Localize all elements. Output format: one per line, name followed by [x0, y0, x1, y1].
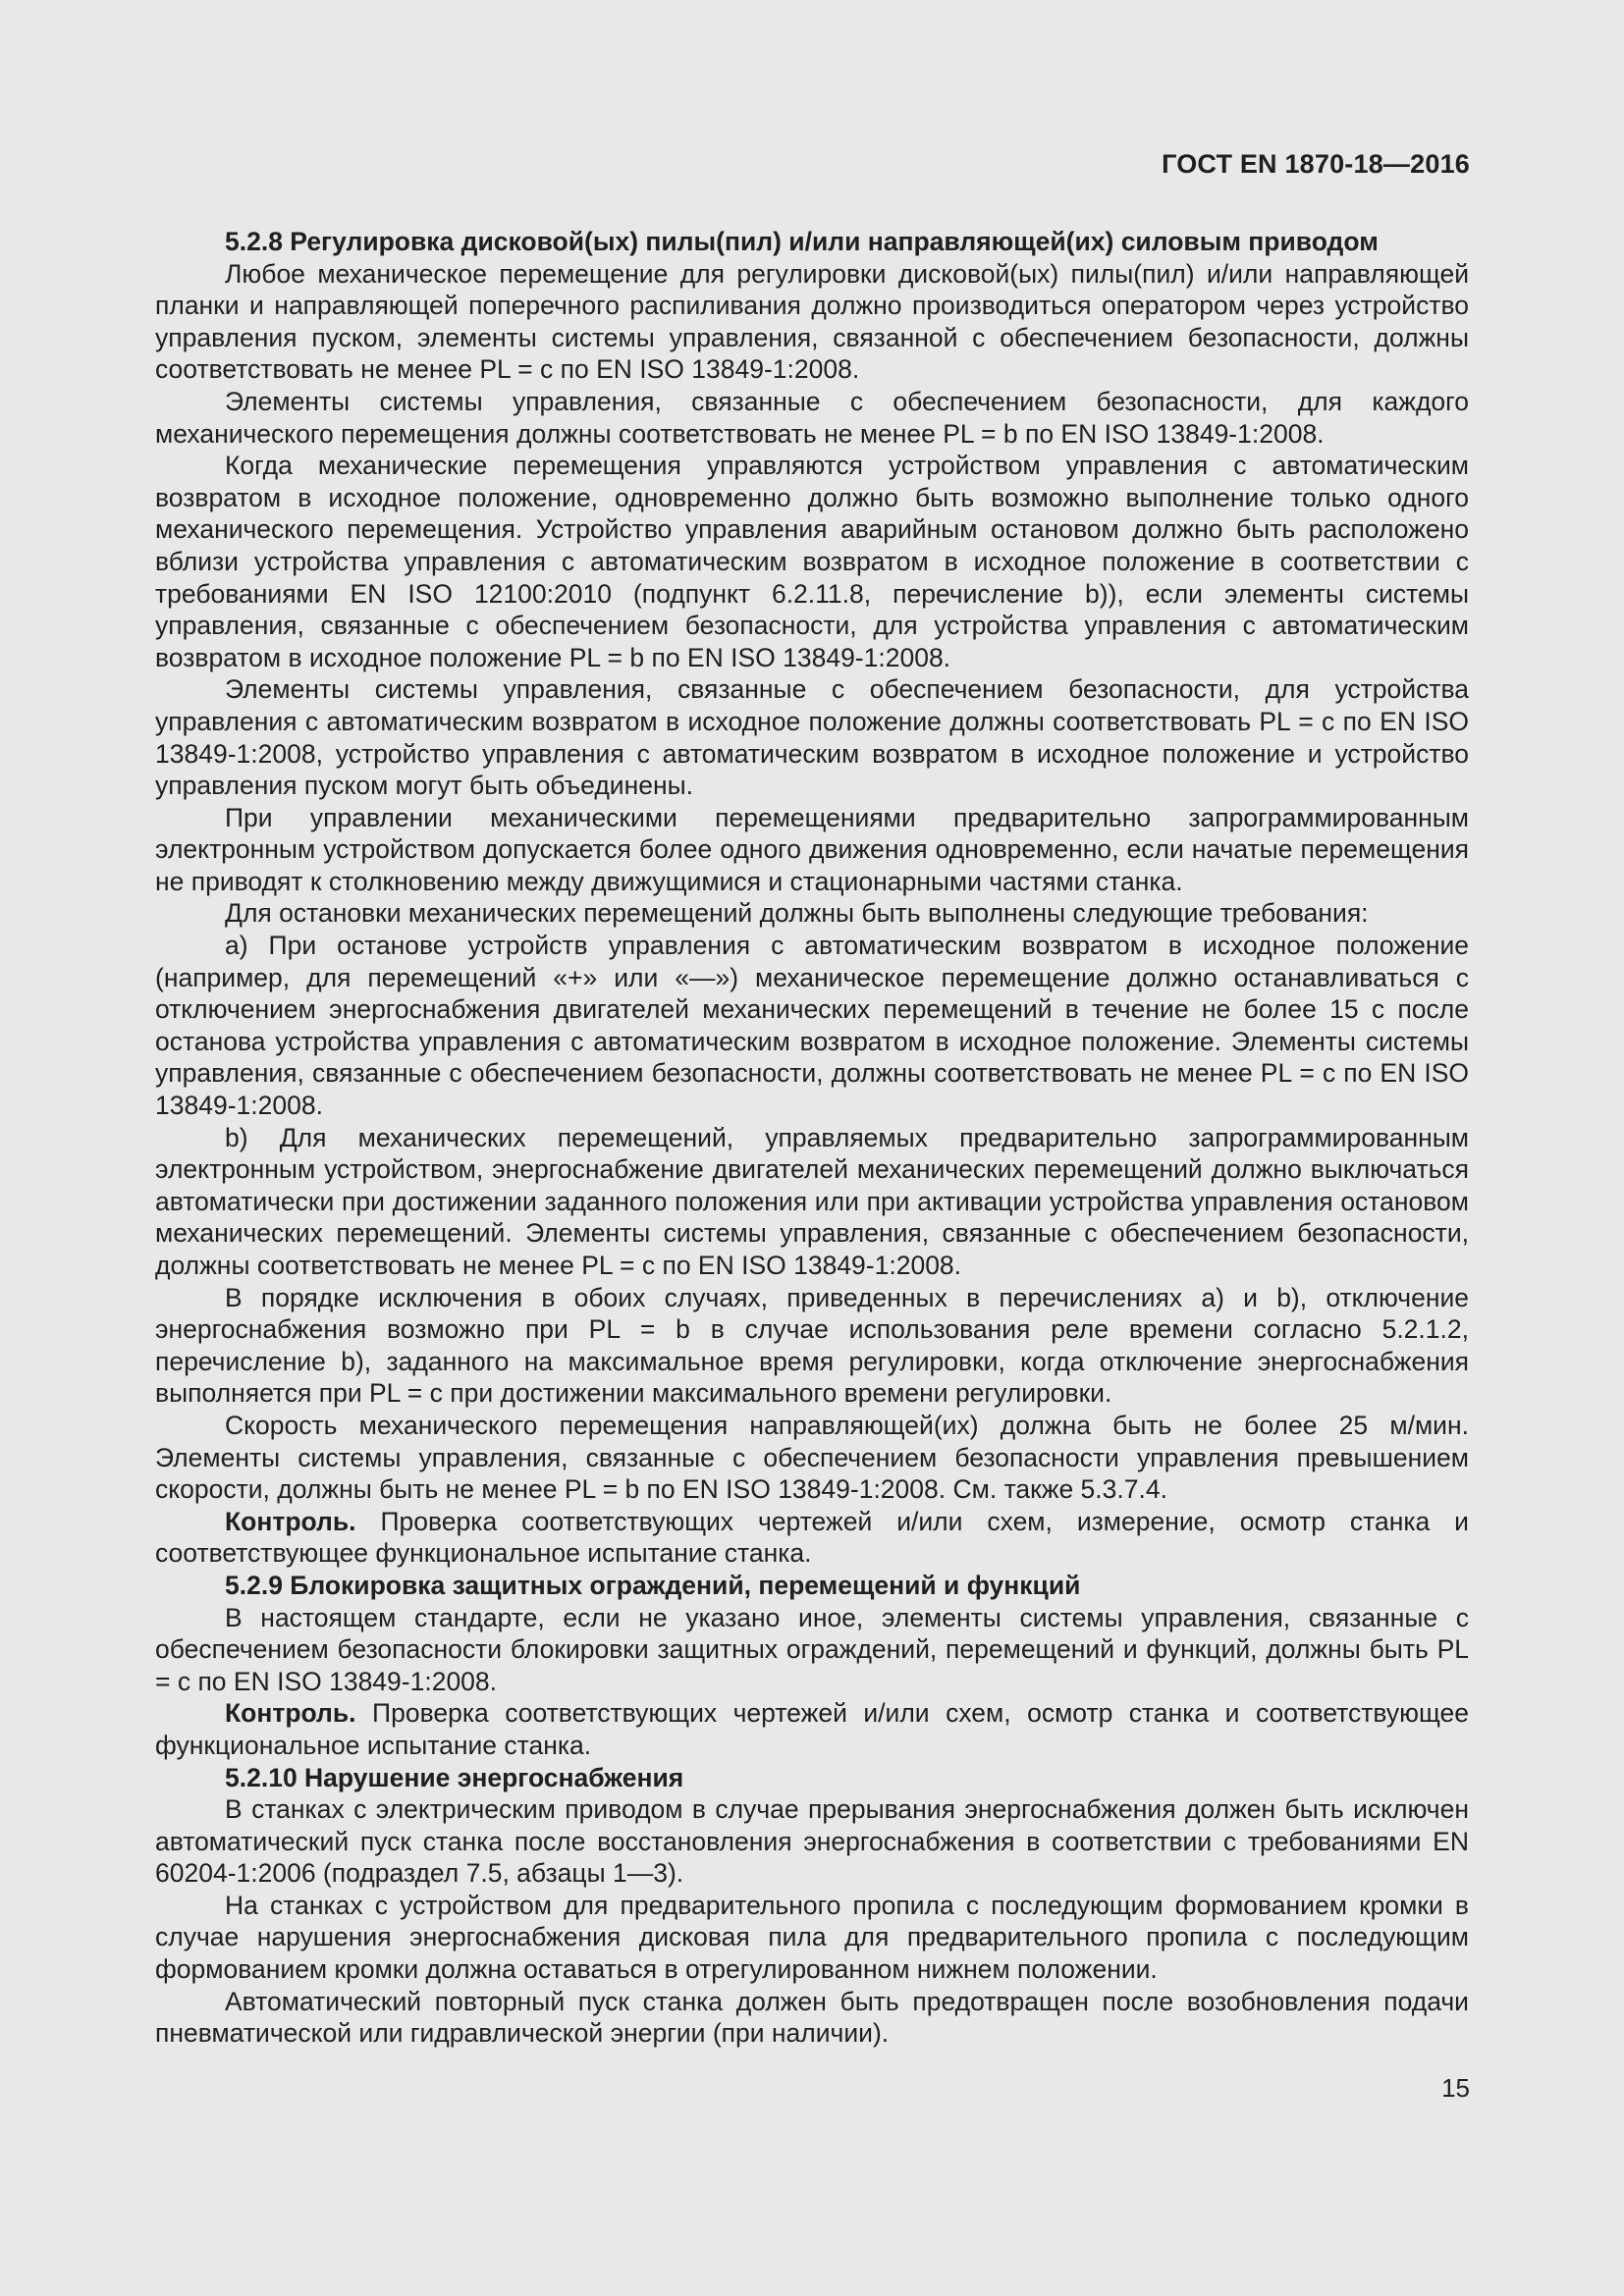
control-text: Проверка соответствующих чертежей и/или схем, осмотр станка и соответствующее функциональное испытание станка. [155, 1698, 1469, 1760]
control-text: Проверка соответствующих чертежей и/или схем, измерение, осмотр станка и соответствующее функциональное испытание станка. [155, 1506, 1469, 1569]
page-number: 15 [1441, 2073, 1470, 2103]
paragraph: Скорость механического перемещения направляющей(их) должна быть не более 25 м/мин. Элементы системы управления, связанные с обеспечением безопасности управления превышением скорости, должны быть не менее PL = b по EN ISO 13849-1:2008. См. также 5.3.7.4. [155, 1410, 1469, 1505]
paragraph: Любое механическое перемещение для регулировки дисковой(ых) пилы(пил) и/или направляющей планки и направляющей поперечного распиливания должно производиться оператором через устройство управления пуском, элементы системы управления, связанной с обеспечением безопасности, должны соответствовать не менее PL = c по EN ISO 13849-1:2008. [155, 258, 1469, 385]
paragraph: Для остановки механических перемещений должны быть выполнены следующие требования: [225, 898, 1369, 929]
paragraph: Элементы системы управления, связанные с обеспечением безопасности, для устройства управления с автоматическим возвратом в исходное положение должны соответствовать PL = c по EN ISO 13849-1:2008, устройство управления с автоматическим возвратом в исходное положение и устройство управления пуском могут быть объединены. [155, 674, 1469, 801]
paragraph: В станках с электрическим приводом в случае прерывания энергоснабжения должен быть исключен автоматический пуск станка после восстановления энергоснабжения в соответствии с требованиями EN 60204-1:2006 (подраздел 7.5, абзацы 1—3). [155, 1794, 1469, 1889]
paragraph: Автоматический повторный пуск станка должен быть предотвращен после возобновления подачи пневматической или гидравлической энергии (при наличии). [155, 1986, 1469, 2049]
paragraph: На станках с устройством для предварительного пропила с последующим формованием кромки в случае нарушения энергоснабжения дисковая пила для предварительного пропила с последующим формованием кромки должна оставаться в отрегулированном нижнем положении. [155, 1890, 1469, 1985]
paragraph: В порядке исключения в обоих случаях, приведенных в перечислениях a) и b), отключение энергоснабжения возможно при PL = b в случае использования реле времени согласно 5.2.1.2, перечисление b), заданного на максимальное время регулировки, когда отключение энергоснабжения выполняется при PL = c при достижении максимального времени регулировки. [155, 1282, 1469, 1409]
paragraph: При управлении механическими перемещениями предварительно запрограммированным электронным устройством допускается более одного движения одновременно, если начатые перемещения не приводят к столкновению между движущимися и стационарными частями станка. [155, 802, 1469, 896]
paragraph: Когда механические перемещения управляются устройством управления с автоматическим возвратом в исходное положение, одновременно должно быть возможно выполнение только одного механического перемещения. Устройство управления аварийным остановом должно быть расположено вблизи устройства управления с автоматическим возвратом в исходное положение в соответствии с требованиями EN ISO 12100:2010 (подпункт 6.2.11.8, перечисление b)), если элементы системы управления, связанные с обеспечением безопасности, для устройства управления с автоматическим возвратом в исходное положение PL = b по EN ISO 13849-1:2008. [155, 451, 1469, 672]
document-header: ГОСТ EN 1870-18—2016 [1162, 149, 1470, 179]
paragraph: a) При останове устройств управления с автоматическим возвратом в исходное положение (например, для перемещений «+» или «—») механическое перемещение должно останавливаться с отключением энергоснабжения двигателей механических перемещений в течение не более 15 с после останова устройства управления с автоматическим возвратом в исходное положение. Элементы системы управления, связанные с обеспечением безопасности, должны соответствовать не менее PL = c по EN ISO 13849-1:2008. [155, 931, 1469, 1121]
control-label: Контроль. [225, 1698, 356, 1729]
paragraph: Элементы системы управления, связанные с обеспечением безопасности, для каждого механического перемещения должны соответствовать не менее PL = b по EN ISO 13849-1:2008. [155, 386, 1469, 449]
paragraph: В настоящем стандарте, если не указано иное, элементы системы управления, связанные с обеспечением безопасности блокировки защитных ограждений, перемещений и функций, должны быть PL = c по EN ISO 13849-1:2008. [155, 1602, 1469, 1696]
section-heading: 5.2.10 Нарушение энергоснабжения [225, 1762, 684, 1792]
document-body [155, 226, 1469, 2050]
control-paragraph [155, 1697, 1469, 1761]
control-label: Контроль. [225, 1506, 356, 1536]
section-heading: 5.2.9 Блокировка защитных ограждений, перемещений и функций [225, 1570, 1081, 1600]
control-paragraph [155, 1506, 1469, 1570]
section-heading: 5.2.8 Регулировка дисковой(ых) пилы(пил) и/или направляющей(их) силовым приводом [225, 227, 1379, 256]
paragraph: b) Для механических перемещений, управляемых предварительно запрограммированным электронным устройством, энергоснабжение двигателей механических перемещений должно выключаться автоматически при достижении заданного положения или при активации устройства управления остановом механических перемещений. Элементы системы управления, связанные с обеспечением безопасности, должны соответствовать не менее PL = c по EN ISO 13849-1:2008. [155, 1122, 1469, 1280]
